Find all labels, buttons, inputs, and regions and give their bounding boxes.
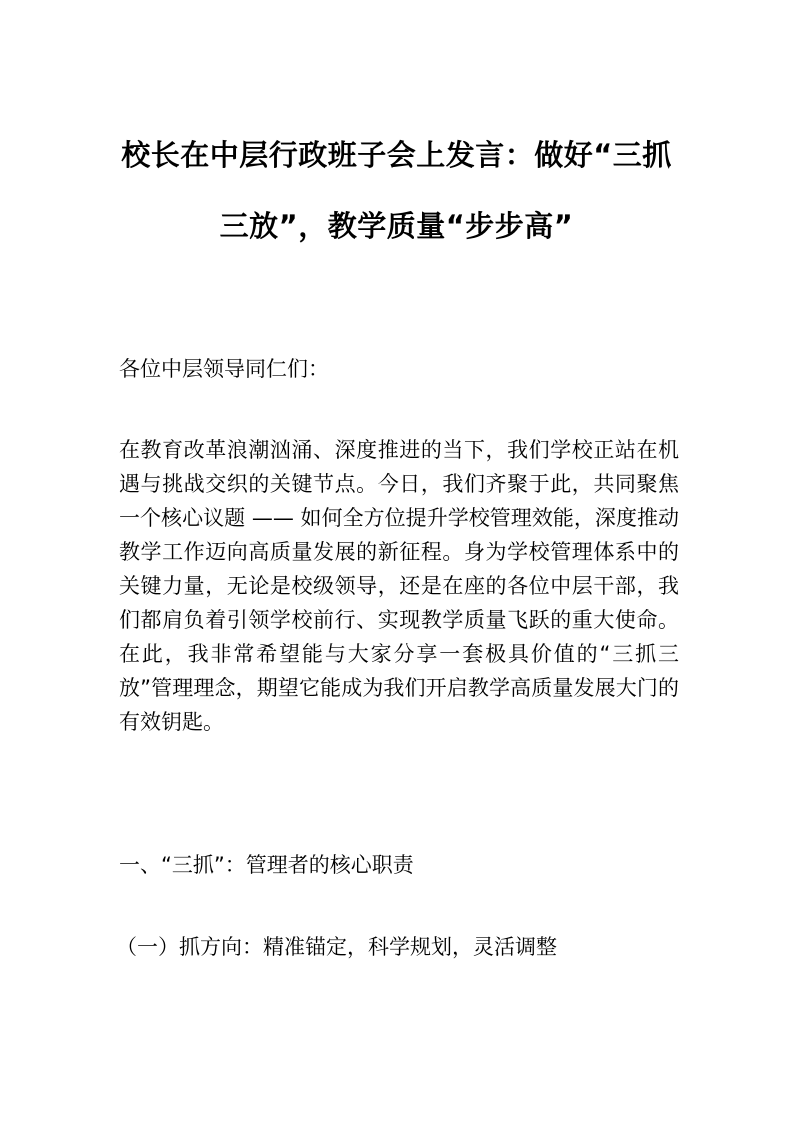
document-title-line-1: 校长在中层行政班子会上发言：做好“三抓 bbox=[121, 138, 672, 172]
body-paragraph: 在教育改革浪潮汹涌、深度推进的当下，我们学校正站在机遇与挑战交织的关键节点。今日，我们齐聚于此，共同聚焦一个核心议题 —— 如何全方位提升学校管理效能，深度推动教学工作迈向高质量发展的新征程。身为学校管理体系中的关键力量，无论是校级领导，还是在座的各位中层干部，我们都肩负着引领学校前行、实现教学质量飞跃的重大使命。在此，我非常希望能与大家分享一套极具价值的“三抓三放”管理理念，期望它能成为我们开启教学高质量发展大门的有效钥匙。 bbox=[119, 438, 679, 734]
salutation: 各位中层领导同仁们： bbox=[119, 357, 329, 381]
subsection-heading: （一）抓方向：精准锚定，科学规划，灵活调整 bbox=[116, 935, 557, 959]
section-heading: 一、“三抓”：管理者的核心职责 bbox=[119, 853, 414, 877]
document-title-line-2: 三放”，教学质量“步步高” bbox=[219, 209, 574, 243]
